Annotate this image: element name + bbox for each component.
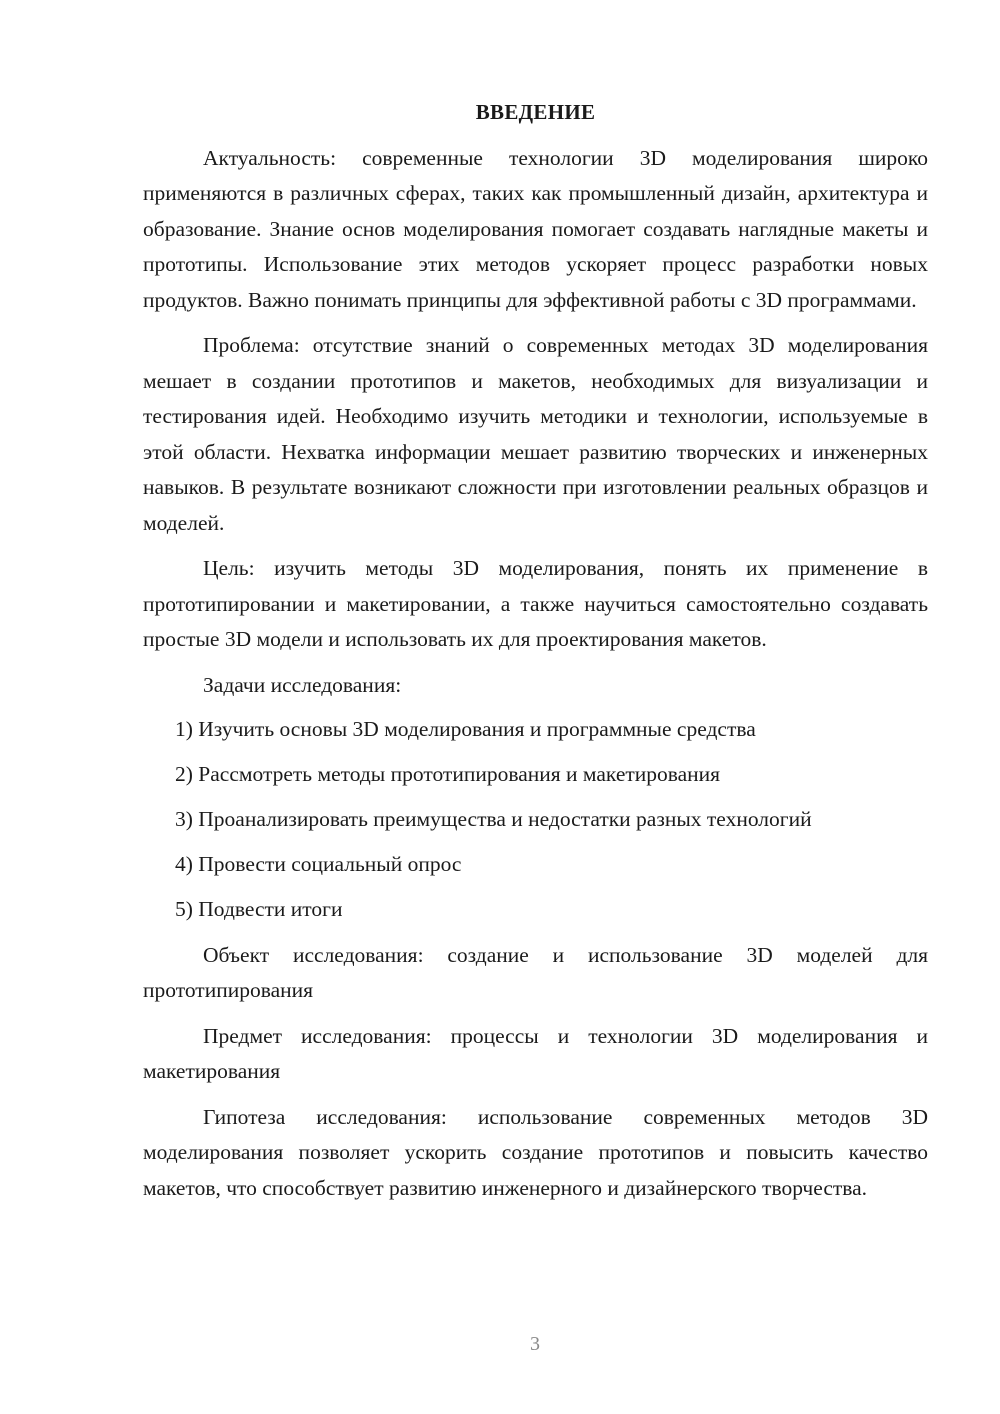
- task-list: [143, 712, 928, 928]
- page-number: 3: [530, 1333, 540, 1355]
- task-item-5: 5) Подвести итоги: [175, 897, 343, 921]
- paragraph-hypothesis: Гипотеза исследования: использование современных методов 3D моделирования позволяет ускорить создание прототипов и повысить качество макетов, что способствует развитию инженерного и дизайнерского творчества.: [143, 1104, 928, 1200]
- task-item-4: 4) Провести социальный опрос: [175, 852, 462, 876]
- tasks-heading: Задачи исследования:: [203, 672, 402, 697]
- paragraph-subject: Предмет исследования: процессы и технологии 3D моделирования и макетирования: [143, 1023, 928, 1083]
- page-content: [143, 95, 928, 1216]
- paragraph-problem: Проблема: отсутствие знаний о современных методах 3D моделирования мешает в создании прототипов и макетов, необходимых для визуализации и тестирования идей. Необходимо изучить методики и технологии, используемые в этой области. Нехватка информации мешает развитию творческих и инженерных навыков. В результате возникают сложности при изготовлении реальных образцов и моделей.: [143, 333, 928, 535]
- paragraph-relevance: Актуальность: современные технологии 3D моделирования широко применяются в различных сферах, таких как промышленный дизайн, архитектура и образование. Знание основ моделирования помогает создавать наглядные макеты и прототипы. Использование этих методов ускоряет процесс разработки новых продуктов. Важно понимать принципы для эффективной работы с 3D программами.: [143, 145, 928, 312]
- paragraph-goal: Цель: изучить методы 3D моделирования, понять их применение в прототипировании и макетировании, а также научиться самостоятельно создавать простые 3D модели и использовать их для проектирования макетов.: [143, 556, 928, 651]
- section-title: ВВЕДЕНИЕ: [475, 100, 596, 124]
- task-item-2: 2) Рассмотреть методы прототипирования и макетирования: [175, 762, 721, 786]
- task-item-3: 3) Проанализировать преимущества и недостатки разных технологий: [175, 807, 812, 831]
- task-item-1: 1) Изучить основы 3D моделирования и программные средства: [175, 717, 756, 741]
- paragraph-object: Объект исследования: создание и использование 3D моделей для прототипирования: [143, 942, 928, 1002]
